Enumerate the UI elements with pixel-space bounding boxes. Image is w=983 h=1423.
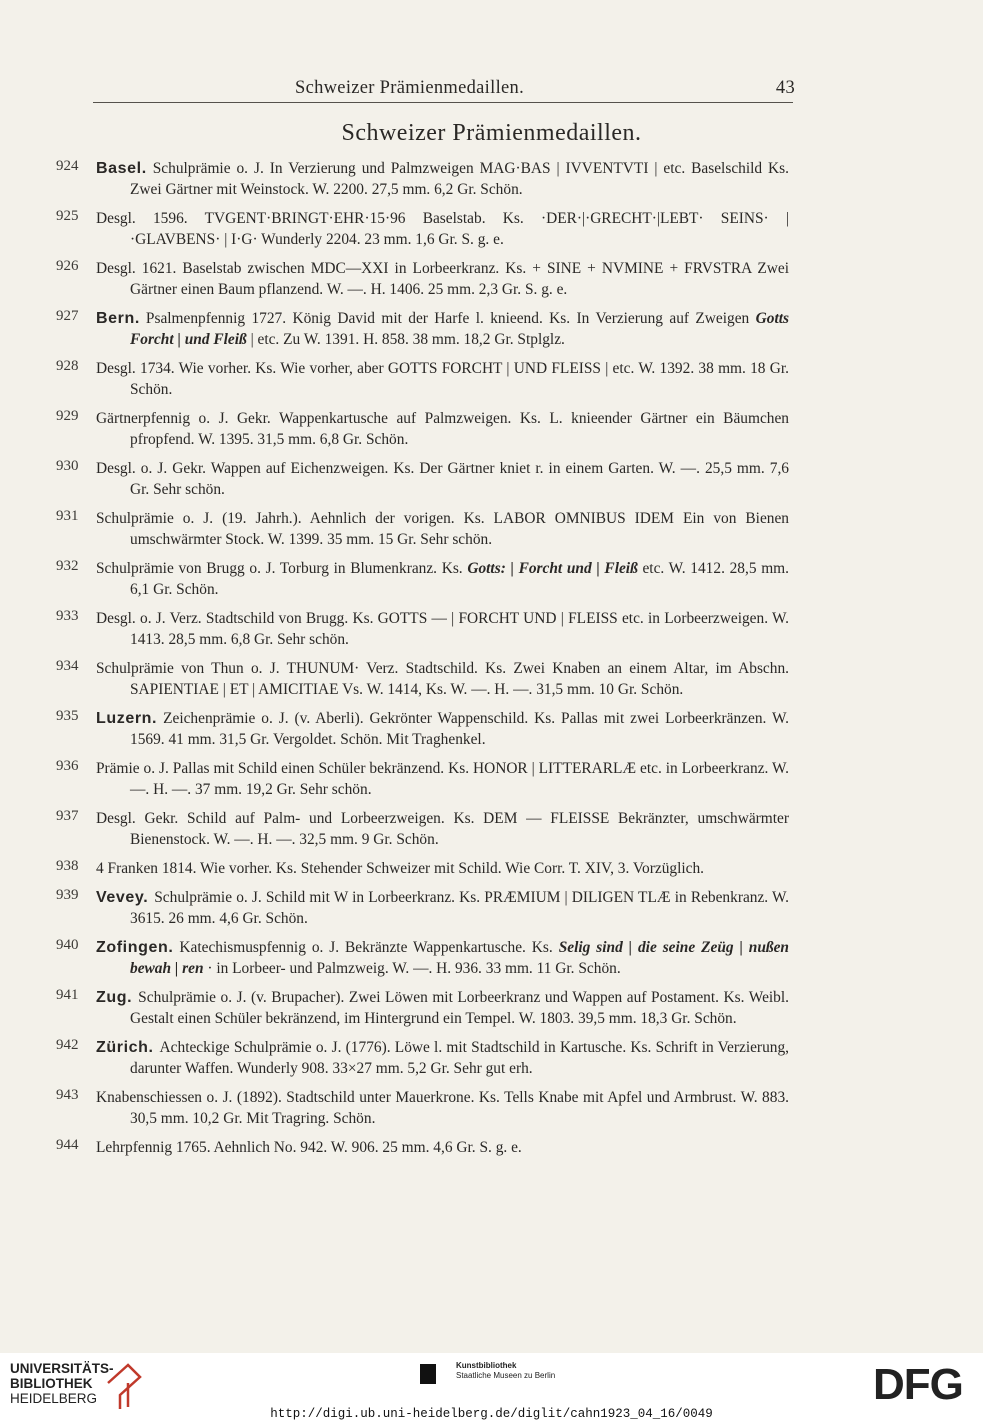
entry-description: Desgl. 1596. TVGENT·BRINGT·EHR·15·96 Baselstab. Ks. ·DER·|·GRECHT·|LEBT· SEINS· | ·GLAVBENS· | I·G· Wunderly 2204. 23 mm. 1,6 Gr. S. g. e. (96, 210, 789, 248)
entry-text (96, 708, 789, 750)
catalog-entry (0, 758, 983, 800)
entry-number: 939 (56, 887, 79, 903)
entry-text (96, 1037, 789, 1079)
entry-text (96, 208, 789, 250)
entry-text (96, 658, 789, 700)
catalog-entry (0, 887, 983, 929)
entry-description: Gärtnerpfennig o. J. Gekr. Wappenkartusche auf Palmzweigen. Ks. L. knieender Gärtner ein Bäumchen pfropfend. W. 1395. 31,5 mm. 6,8 Gr. Schön. (96, 410, 789, 448)
catalog-entry (0, 458, 983, 500)
entry-description: Schulprämie o. J. In Verzierung und Palmzweigen MAG·BAS | IVVENTVTI | etc. Baselschild Ks. Zwei Gärtner mit Weinstock. W. 2200. 27,5 mm. 6,2 Gr. Schön. (130, 160, 789, 198)
heidelberg-library-logo[interactable] (10, 1361, 114, 1406)
catalog-entry (0, 658, 983, 700)
entry-city-heading: Zofingen. (96, 939, 174, 956)
entry-number: 924 (56, 158, 79, 174)
catalog-entry (0, 258, 983, 300)
entry-text (96, 358, 789, 400)
entry-number: 933 (56, 608, 79, 624)
entry-text (96, 308, 789, 350)
catalog-entry (0, 208, 983, 250)
entry-text (96, 808, 789, 850)
entry-description: Schulprämie o. J. Schild mit W in Lorbeerkranz. Ks. PRÆMIUM | DILIGEN TLÆ in Rebenkranz. W. 3615. 26 mm. 4,6 Gr. Schön. (130, 889, 789, 927)
section-title: Schweizer Prämienmedaillen. (341, 120, 642, 146)
entry-description: Desgl. o. J. Gekr. Wappen auf Eichenzweigen. Ks. Der Gärtner kniet r. in einem Garten. W. —. 25,5 mm. 7,6 Gr. Sehr schön. (96, 460, 789, 498)
entry-description: Achteckige Schulprämie o. J. (1776). Löwe l. mit Stadtschild in Kartusche. Ks. Schrift in Verzierung, darunter Waffen. Wunderly 908. 33×27 mm. 5,2 Gr. Sehr gut erh. (130, 1039, 789, 1077)
entry-description: Knabenschiessen o. J. (1892). Stadtschild unter Mauerkrone. Ks. Tells Knabe mit Apfel und Armbrust. W. 883. 30,5 mm. 10,2 Gr. Mit Tragring. Schön. (96, 1089, 789, 1127)
entry-description-continued: | etc. Zu W. 1391. H. 858. 38 mm. 18,2 Gr. Stplglz. (246, 331, 565, 348)
entry-description: Katechismuspfennig o. J. Bekränzte Wappenkartusche. Ks. (179, 939, 559, 956)
entry-city-heading: Zug. (96, 989, 133, 1006)
entry-text (96, 508, 789, 550)
catalog-entry (0, 158, 983, 200)
entry-number: 942 (56, 1037, 79, 1053)
dfg-logo[interactable]: DFG (873, 1360, 963, 1409)
entry-text (96, 1087, 789, 1129)
entry-description-continued: etc. W. 1412. 28,5 mm. 6,1 Gr. Schön. (130, 560, 790, 598)
entry-number: 927 (56, 308, 79, 324)
entry-description: Schulprämie von Brugg o. J. Torburg in Blumenkranz. Ks. (96, 560, 468, 577)
catalog-entry (0, 1137, 983, 1158)
kb-logo-title: Kunstbibliothek (456, 1361, 517, 1370)
entry-text (96, 887, 789, 929)
entry-inscription-fraktur: Gotts Forcht | und Fleiß (130, 310, 789, 348)
footer (0, 1353, 983, 1423)
entry-description: Desgl. 1734. Wie vorher. Ks. Wie vorher, aber GOTTS FORCHT | UND FLEISS | etc. W. 1392. 38 mm. 18 Gr. Schön. (96, 360, 789, 398)
entry-number: 929 (56, 408, 79, 424)
entry-text (96, 258, 789, 300)
entry-text (96, 1137, 789, 1158)
entry-number: 928 (56, 358, 79, 374)
entry-description: Psalmenpfennig 1727. König David mit der Harfe l. knieend. Ks. In Verzierung auf Zweigen (145, 310, 756, 327)
entry-number: 941 (56, 987, 79, 1003)
catalog-entry (0, 408, 983, 450)
catalog-entry (0, 808, 983, 850)
entry-text (96, 987, 789, 1029)
entry-inscription-fraktur: Selig sind | die seine Zeüg | nußen bewah | ren (130, 939, 789, 977)
entry-text (96, 158, 789, 200)
catalog-entry (0, 608, 983, 650)
entry-number: 932 (56, 558, 79, 574)
entry-number: 931 (56, 508, 79, 524)
entry-text (96, 858, 789, 879)
catalog-entry (0, 937, 983, 979)
uni-logo-line-3: HEIDELBERG (10, 1391, 98, 1406)
catalog-entry (0, 708, 983, 750)
entry-number: 940 (56, 937, 79, 953)
entry-number: 930 (56, 458, 79, 474)
entry-description: 4 Franken 1814. Wie vorher. Ks. Stehender Schweizer mit Schild. Wie Corr. T. XIV, 3. Vorzüglich. (96, 860, 705, 877)
entry-inscription-fraktur: Gotts: | Forcht und | Fleiß (467, 560, 638, 577)
entry-number: 926 (56, 258, 79, 274)
entry-text (96, 758, 789, 800)
entry-text (96, 558, 789, 600)
entry-number: 925 (56, 208, 79, 224)
catalog-entry (0, 1087, 983, 1129)
catalog-entry (0, 308, 983, 350)
entry-city-heading: Luzern. (96, 710, 158, 727)
entry-description: Schulprämie von Thun o. J. THUNUM· Verz. Stadtschild. Ks. Zwei Knaben an einem Altar, im Abschn. SAPIENTIAE | ET | AMICITIAE Vs. W. 1414, Ks. W. —. H. —. 31,5 mm. 10 Gr. Schön. (96, 660, 789, 698)
entry-city-heading: Vevey. (96, 889, 149, 906)
entry-description: Schulprämie o. J. (v. Brupacher). Zwei Löwen mit Lorbeerkranz und Wappen auf Postament. Ks. Weibl. Gestalt einen Schüler bekränzend, im Hintergrund ein Tempel. W. 1803. 39,5 mm. 18,3 Gr. Schön. (130, 989, 789, 1027)
kb-logo-mark-icon (420, 1364, 436, 1384)
entry-description: Schulprämie o. J. (19. Jahrh.). Aehnlich der vorigen. Ks. LABOR OMNIBUS IDEM Ein von Bienen umschwärmter Stock. W. 1399. 35 mm. 15 Gr. Sehr schön. (96, 510, 789, 548)
catalog-entry (0, 558, 983, 600)
entry-description: Desgl. 1621. Baselstab zwischen MDC—XXI in Lorbeerkranz. Ks. + SINE + NVMINE + FRVSTRA Zwei Gärtner einen Baum pflanzend. W. —. H. 1406. 25 mm. 2,3 Gr. S. g. e. (96, 260, 789, 298)
catalog-entry (0, 358, 983, 400)
entry-text (96, 408, 789, 450)
entry-city-heading: Bern. (96, 310, 140, 327)
running-head-title: Schweizer Prämienmedaillen. (295, 78, 524, 98)
entry-number: 943 (56, 1087, 79, 1103)
entry-number: 935 (56, 708, 79, 724)
entry-description-continued: · in Lorbeer- und Palmzweig. W. —. H. 936. 33 mm. 11 Gr. Schön. (203, 960, 621, 977)
entry-text (96, 608, 789, 650)
entry-description: Prämie o. J. Pallas mit Schild einen Schüler bekränzend. Ks. HONOR | LITTERARLÆ etc. in Lorbeerkranz. W. —. H. —. 37 mm. 19,2 Gr. Sehr schön. (96, 760, 789, 798)
entry-city-heading: Zürich. (96, 1039, 154, 1056)
catalog-entry (0, 1037, 983, 1079)
entry-description: Lehrpfennig 1765. Aehnlich No. 942. W. 906. 25 mm. 4,6 Gr. S. g. e. (96, 1139, 522, 1156)
catalog-entry (0, 858, 983, 879)
entry-number: 944 (56, 1137, 79, 1153)
uni-logo-line-1: UNIVERSITÄTS- (10, 1361, 114, 1376)
permalink-url[interactable]: http://digi.ub.uni-heidelberg.de/diglit/cahn1923_04_16/0049 (270, 1407, 713, 1421)
uni-logo-line-2: BIBLIOTHEK (10, 1376, 93, 1391)
catalog-entry (0, 987, 983, 1029)
entry-city-heading: Basel. (96, 160, 147, 177)
catalog-entries (0, 158, 983, 1166)
entry-description: Zeichenprämie o. J. (v. Aberli). Gekrönter Wappenschild. Ks. Pallas mit zwei Lorbeerkränzen. W. 1569. 41 mm. 31,5 Gr. Vergoldet. Schön. Mit Traghenkel. (130, 710, 789, 748)
entry-number: 937 (56, 808, 79, 824)
page-number: 43 (775, 78, 795, 98)
entry-text (96, 458, 789, 500)
heidelberg-logo-mark-icon (106, 1361, 142, 1411)
entry-description: Desgl. Gekr. Schild auf Palm- und Lorbeerzweigen. Ks. DEM — FLEISSE Bekränzter, umschwärmter Bienenstock. W. —. H. —. 32,5 mm. 9 Gr. Schön. (96, 810, 789, 848)
catalog-entry (0, 508, 983, 550)
kb-logo-subtitle: Staatliche Museen zu Berlin (456, 1371, 556, 1380)
entry-number: 938 (56, 858, 79, 874)
entry-description: Desgl. o. J. Verz. Stadtschild von Brugg. Ks. GOTTS — | FORCHT UND | FLEISS etc. in Lorbeerzweigen. W. 1413. 28,5 mm. 6,8 Gr. Sehr schön. (96, 610, 789, 648)
entry-text (96, 937, 789, 979)
header-rule (93, 102, 793, 103)
entry-number: 936 (56, 758, 79, 774)
entry-number: 934 (56, 658, 79, 674)
